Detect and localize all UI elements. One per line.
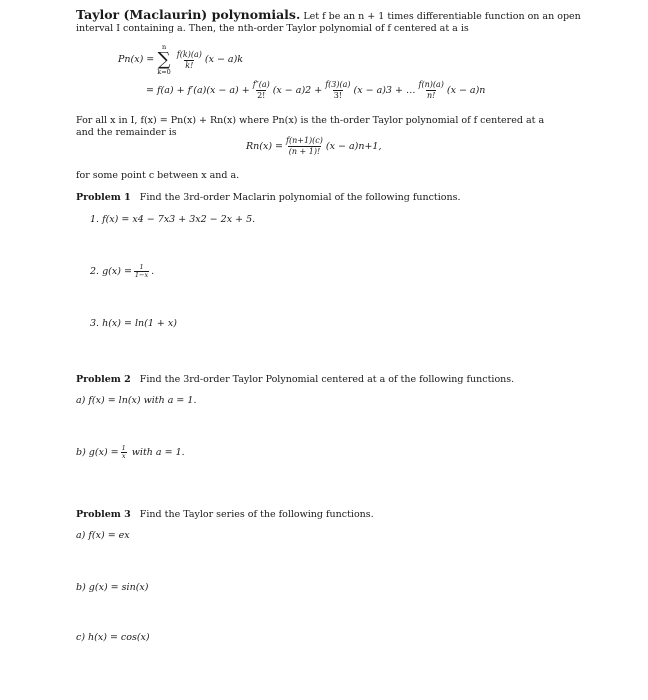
pn-formula [118,44,243,76]
problem1-item-2-label: 2. g(x) = [90,265,132,277]
remainder-line-2: and the remainder is [76,127,177,138]
problem3-heading [76,509,374,521]
rn-formula [246,136,381,157]
problem1-item-1: 1. f(x) = x4 − 7x3 + 3x2 − 2x + 5. [90,214,256,225]
rn-fraction [285,136,324,157]
b-fraction [121,445,127,460]
problem2-text: Find the 3rd-order Taylor Polynomial centered at a of the following functions. [139,374,515,385]
pn-fraction [176,50,203,71]
problem3-text: Find the Taylor series of the following functions. [139,509,374,520]
t3-numerator: f(3)(a) [325,80,351,89]
problem1-item-3: 3. h(x) = ln(1 + x) [90,318,177,329]
pn-left: Pn(x) = [118,54,155,65]
problem1-item-2: 2. g(x) = $\frac{1}{1-x}$ . [90,263,155,279]
tn-fraction [417,80,444,101]
intro-line-1 [76,9,581,23]
sum-lower: k=0 [157,68,171,76]
t2-fraction [252,80,271,101]
b-numerator: 1 [121,444,126,452]
rn-tail: (x − a)n+1, [325,140,382,152]
problem1-heading [76,192,461,204]
rn-left: Rn(x) = [246,140,284,152]
problem2-heading [76,374,514,386]
sigma-icon: ∑ [157,49,171,70]
intro-line-2: interval I containing a. Then, the nth-order Taylor polynomial of f centered at a is [76,23,469,34]
t2-denominator: 2! [257,91,266,100]
t2-numerator: f″(a) [252,80,270,89]
problem3-item-a: a) f(x) = ex [76,530,130,541]
problem1-label: Problem 1 [76,192,131,203]
remainder-line-1: For all x in I, f(x) = Pn(x) + Rn(x) where Pn(x) is the th-order Taylor polynomial of f centered at a [76,115,545,126]
problem2-item-a: a) f(x) = ln(x) with a = 1. [76,395,197,406]
t3-denominator: 3! [333,91,342,100]
rn-denominator: (n + 1)! [288,147,321,156]
pn-numerator: f(k)(a) [176,49,202,59]
intro-line1-text: Let f be an n + 1 times differentiable function on an open [303,11,581,22]
problem2-label: Problem 2 [76,374,131,385]
problem3-item-c: c) h(x) = cos(x) [76,632,150,643]
problem2-item-b-start: b) g(x) = [76,446,119,458]
remainder-line-3: for some point c between x and a. [76,170,240,181]
g-denominator: 1−x [134,271,149,279]
t3-fraction [324,80,351,101]
g-fraction [134,264,149,279]
tn-denominator: n! [426,91,436,100]
expansion-formula [146,80,485,101]
rn-numerator: f(n+1)(c) [286,136,323,145]
pn-tail: (x − a)k [204,54,244,65]
problem3-item-b: b) g(x) = sin(x) [76,582,149,593]
intro-title: Taylor (Maclaurin) polynomials. [76,7,301,22]
problem3-label: Problem 3 [76,509,131,520]
expand-start: = f(a) + f′(a)(x − a) + [146,84,250,96]
tn-numerator: f(n)(a) [418,80,444,89]
t2-tail: (x − a)2 + [272,84,323,96]
problem2-item-b [76,445,185,460]
b-denominator: x [121,452,126,460]
g-numerator: 1 [139,263,144,271]
sum-symbol [157,44,171,76]
t3-tail: (x − a)3 + … [353,84,416,96]
pn-denominator: k! [185,60,194,70]
sum-upper: n [161,43,167,51]
problem2-item-b-end: with a = 1. [131,446,185,458]
problem1-text: Find the 3rd-order Maclarin polynomial of the following functions. [139,192,461,203]
tn-tail: (x − a)n [446,84,486,96]
